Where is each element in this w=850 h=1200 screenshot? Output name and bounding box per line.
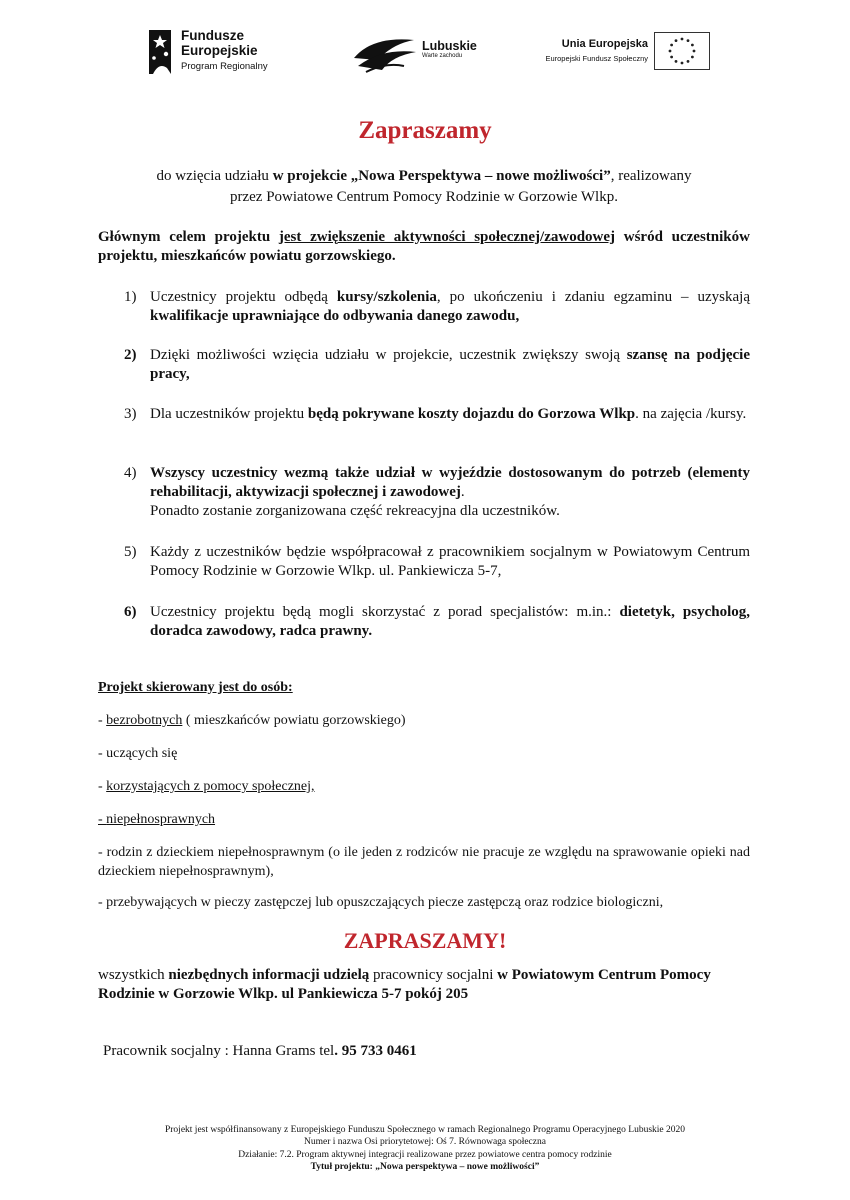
list-text: Każdy z uczestników będzie współpracował z pracownikiem socjalnym w Powiatowym Centrum Pomocy Rodzinie w Gorzowie Wlkp. ul. Pankiewicza 5-7, — [150, 544, 750, 579]
list-number: 2) — [124, 347, 137, 363]
goal-text-c: wśród uczestników projektu, mieszkańców powiatu gorzowskiego. — [98, 229, 750, 264]
closing-text — [98, 966, 750, 1004]
list-text: Ponadto zostanie zorganizowana część rekreacyjna dla uczestników. — [150, 503, 560, 519]
closing-text-a: wszystkich — [98, 967, 169, 983]
ue-sub: Europejski Fundusz Społeczny — [545, 54, 648, 63]
bullet-underlined: korzystających z pomocy społecznej, — [106, 779, 315, 794]
intro-line-1 — [98, 167, 750, 186]
eu-star-icon — [691, 44, 694, 47]
target-bullet-5: - rodzin z dzieckiem niepełnosprawnym (o ile jeden z rodziców nie pracuje ze względu na sprawowanie opieki nad dzieckiem niepełnosprawnym), — [98, 845, 750, 879]
list-text: Dzięki możliwości wzięcia udziału w projekcie, uczestnik zwiększy swoją — [150, 347, 627, 363]
intro-text-a: do wzięcia udziału — [156, 168, 273, 184]
eu-flag-icon — [654, 32, 710, 70]
list-item-5 — [124, 543, 750, 581]
eu-star-icon — [687, 60, 690, 63]
intro-text-c: , realizowany — [610, 168, 692, 184]
project-goal — [98, 228, 750, 266]
list-item-2 — [124, 346, 750, 384]
list-bold: kursy/szkolenia — [336, 289, 437, 305]
eu-star-icon — [675, 60, 678, 63]
list-bold: kwalifikacje uprawniające do odbywania danego zawodu, — [150, 308, 520, 324]
lubuskie-name: Lubuskie — [422, 39, 477, 53]
intro-project-name: w projekcie „Nowa Perspektywa – nowe możliwości” — [272, 168, 611, 184]
list-item-3 — [124, 405, 750, 424]
intro-line-2: przez Powiatowe Centrum Pomocy Rodzinie w Gorzowie Wlkp. — [230, 189, 618, 205]
footer-line-1: Projekt jest współfinansowany z Europejskiego Funduszu Społecznego w ramach Regionalnego Programu Operacyjnego Lubuskie 2020 — [164, 1125, 685, 1135]
contact-line — [103, 1042, 755, 1061]
eu-star-icon — [687, 39, 690, 42]
closing-title: ZAPRASZAMY! — [343, 928, 507, 953]
bullet-underlined: bezrobotnych — [106, 713, 183, 728]
unia-europejska-logo — [540, 26, 710, 78]
list-number: 6) — [124, 604, 137, 620]
fe-logo-line2: Europejskie — [181, 43, 258, 58]
footer-line-3: Działanie: 7.2. Program aktywnej integracji realizowane przez powiatowe centra pomocy rodzinie — [238, 1150, 612, 1160]
footer-line-4: Tytuł projektu: „Nowa perspektywa – nowe możliwości” — [310, 1162, 540, 1172]
list-item-1 — [124, 288, 750, 326]
fe-logo-line1: Fundusze — [181, 28, 244, 43]
eu-star-icon — [670, 44, 673, 47]
list-item-4 — [124, 464, 750, 521]
lubuskie-tagline: Warte zachodu — [422, 53, 463, 59]
closing-text-d: w Powiatowym Centrum Pomocy Rodzinie w Gorzowie Wlkp. ul Pankiewicza 5-7 pokój 205 — [98, 967, 711, 1002]
list-text: Uczestnicy projektu będą mogli skorzystać z porad specjalistów: m.in.: — [150, 604, 620, 620]
list-bold: będą pokrywane koszty dojazdu do Gorzowa Wlkp — [307, 406, 636, 422]
goal-text-a: Głównym celem projektu — [98, 229, 279, 245]
fundusze-europejskie-logo — [145, 26, 285, 78]
eu-star-icon — [691, 56, 694, 59]
lubuskie-logo — [352, 26, 482, 78]
eu-star-icon — [675, 39, 678, 42]
bullet-dash: - — [98, 713, 107, 728]
eu-star-icon — [669, 50, 672, 53]
target-heading — [98, 678, 750, 697]
goal-text-b: jest zwiększenie aktywności społecznej/zawodowej — [278, 229, 616, 245]
list-text: . — [460, 484, 465, 500]
eu-star-icon — [670, 56, 673, 59]
fe-stars-figure-icon — [145, 26, 175, 78]
list-text: . na zajęcia /kursy. — [635, 406, 747, 422]
target-bullet-3 — [98, 777, 750, 796]
fe-logo-line3: Program Regionalny — [181, 61, 268, 72]
target-bullet-6: - przebywających w pieczy zastępczej lub opuszczających piecze zastępczą oraz rodzice biologiczni, — [98, 895, 664, 910]
bullet-text: ( mieszkańców powiatu gorzowskiego) — [182, 713, 406, 728]
target-bullet-1 — [98, 711, 750, 730]
page-title: Zapraszamy — [358, 117, 492, 144]
list-text: , po ukończeniu i zdaniu egzaminu – uzyskają — [436, 289, 750, 305]
bullet-underlined: niepełnosprawnych — [106, 812, 216, 827]
eu-star-icon — [693, 50, 696, 53]
bullet-dash: - — [98, 812, 107, 827]
list-bold: szansę na podjęcie pracy, — [150, 347, 750, 382]
target-bullet-4 — [98, 810, 750, 829]
list-number: 5) — [124, 544, 137, 560]
ue-name: Unia Europejska — [561, 38, 648, 50]
target-heading-text: Projekt skierowany jest do osób: — [98, 680, 293, 695]
eu-star-icon — [681, 38, 684, 41]
list-bold: dietetyk, psycholog, doradca zawodowy, radca prawny. — [150, 604, 750, 639]
eu-star-icon — [681, 62, 684, 65]
contact-label: Pracownik socjalny : Hanna Grams tel — [103, 1043, 335, 1059]
list-text: Uczestnicy projektu odbędą — [150, 289, 337, 305]
list-number: 3) — [124, 406, 137, 422]
footer-line-2: Numer i nazwa Osi priorytetowej: Oś 7. Równowaga społeczna — [304, 1137, 546, 1147]
lubuskie-wave-icon — [352, 32, 418, 76]
list-number: 1) — [124, 289, 137, 305]
closing-text-c: pracownicy socjalni — [369, 967, 498, 983]
target-bullet-2: - uczących się — [98, 746, 178, 761]
list-number: 4) — [124, 465, 137, 481]
list-item-6 — [124, 603, 750, 641]
contact-phone: . 95 733 0461 — [334, 1043, 417, 1059]
list-bold: Wszyscy uczestnicy wezmą także udział w wyjeździe dostosowanym do potrzeb (elementy rehabilitacji, aktywizacji społecznej i zawodowej — [150, 465, 750, 500]
bullet-dash: - — [98, 779, 107, 794]
list-text: Dla uczestników projektu — [150, 406, 308, 422]
closing-text-b: niezbędnych informacji udzielą — [168, 967, 370, 983]
